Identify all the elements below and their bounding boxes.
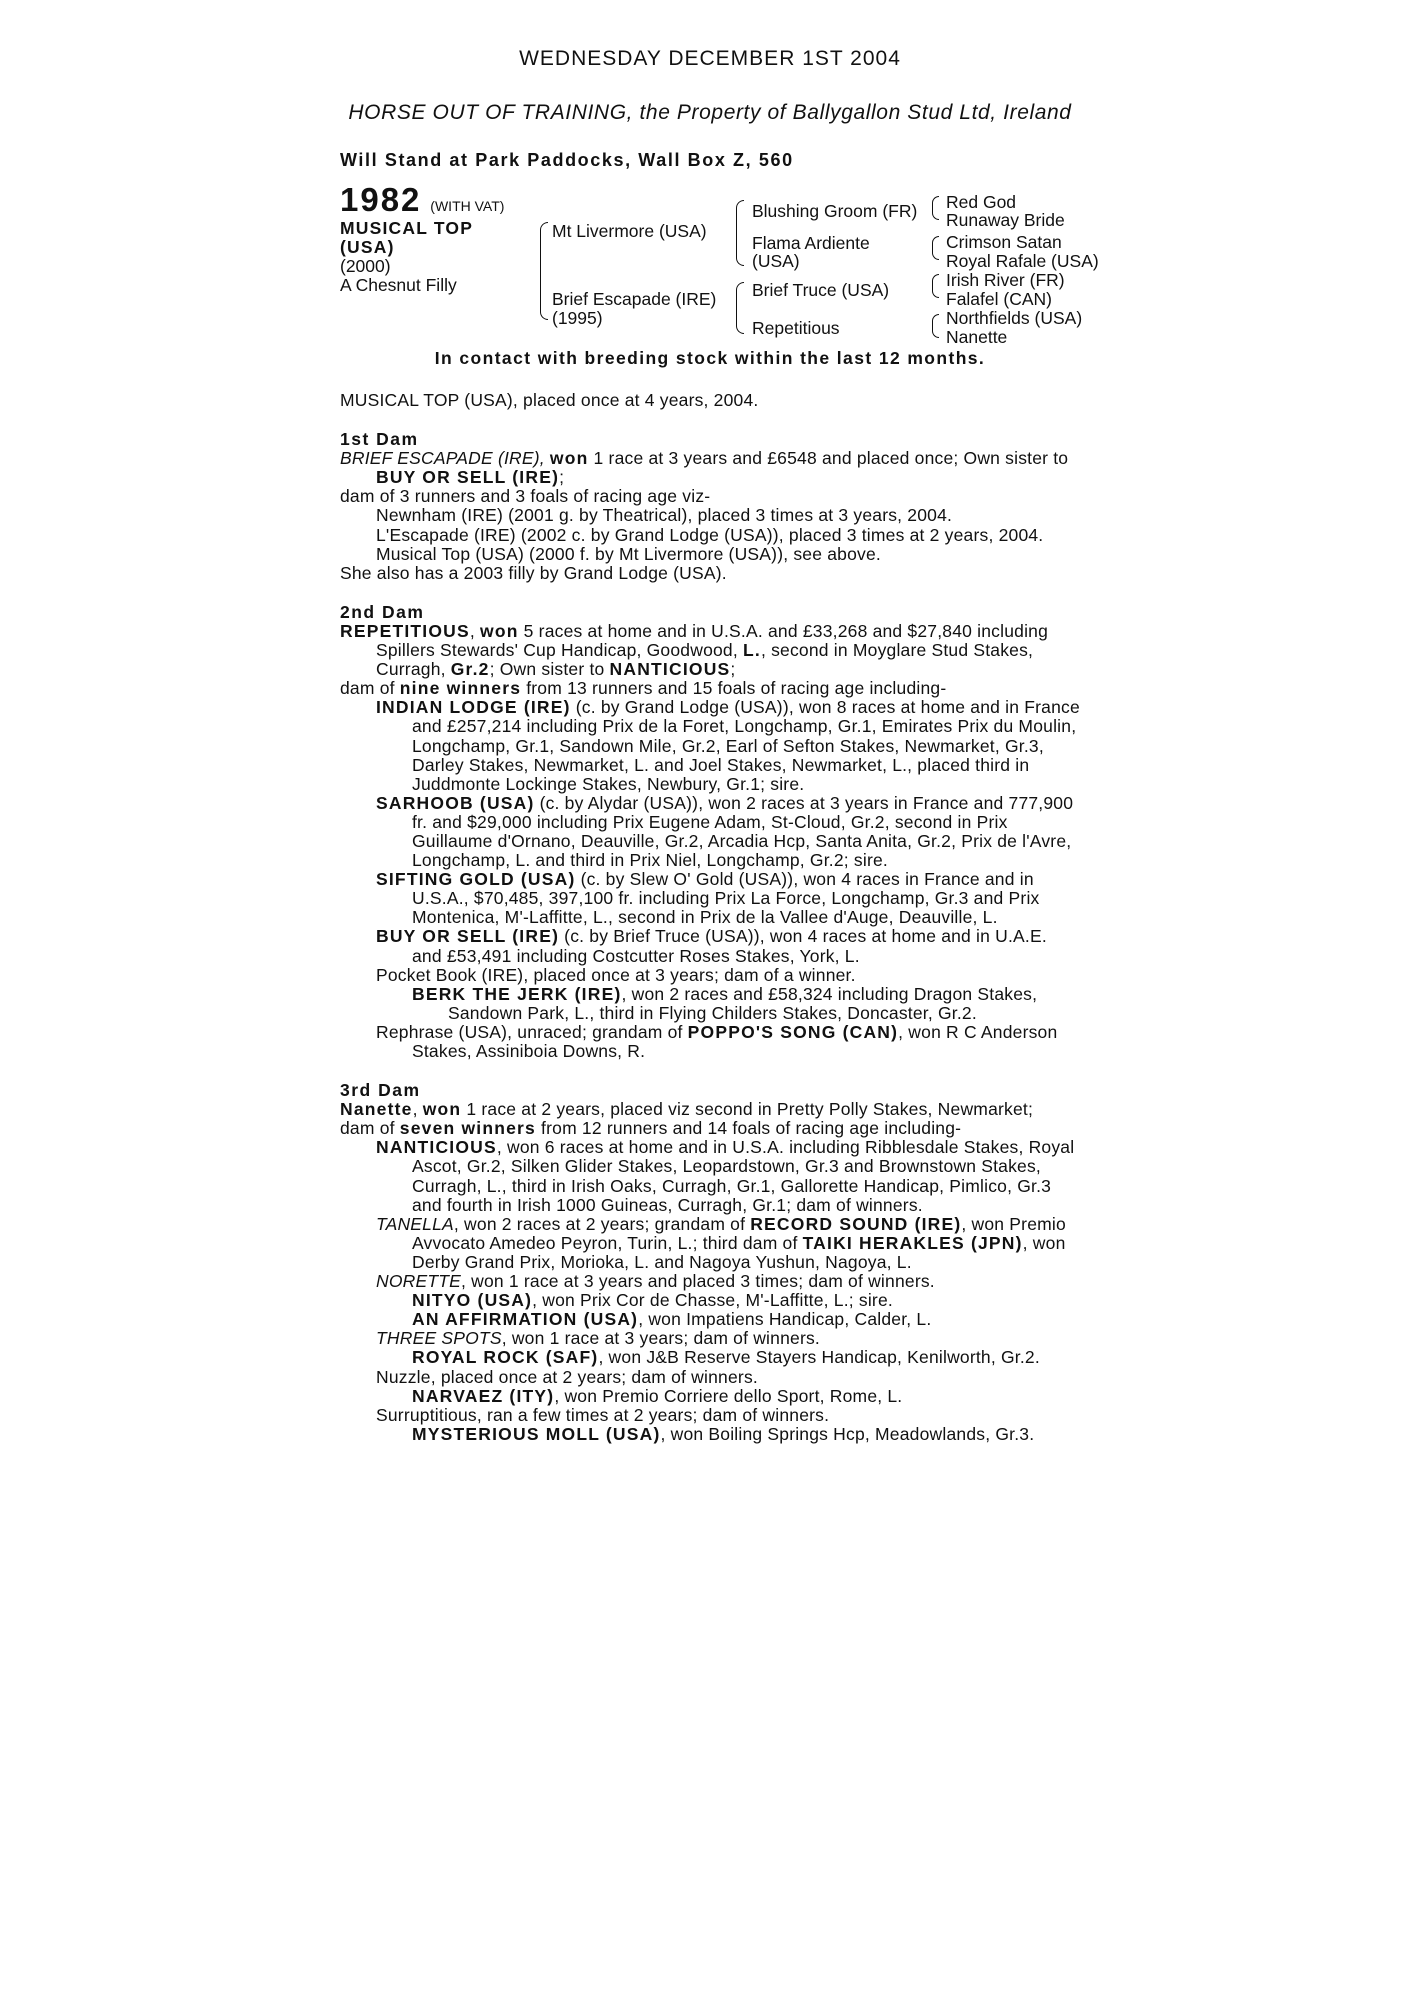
sss: Red God: [946, 192, 1017, 212]
foaling-year: (2000): [340, 256, 391, 276]
horse-name: MUSICAL TOP: [340, 218, 474, 238]
ssd: Runaway Bride: [946, 210, 1065, 230]
produce-entry: SARHOOB (USA) (c. by Alydar (USA)), won 2 races at 3 years in France and 777,900 fr. and $29,000 including Prix Eugene Adam, St-Cloud, Gr.2, second in Prix Guillaume d'Ornano, Deauville, Gr.2, Arcadia Hcp, Santa Anita, Gr.2, Prix de l'Avre, Longchamp, L. and third in Prix Niel, Longchamp, Gr.2; sire.: [376, 792, 1074, 871]
horse-description: A Chesnut Filly: [340, 275, 457, 295]
third-dam-heading: 3rd Dam: [340, 1080, 421, 1101]
produce-entry: NORETTE, won 1 race at 3 years and placed 3 times; dam of winners.: [376, 1271, 935, 1292]
produce-entry: Nuzzle, placed once at 2 years; dam of winners.: [376, 1366, 758, 1387]
first-dam-note: She also has a 2003 filly by Grand Lodge (USA).: [340, 562, 727, 583]
third-dam-record: Nanette, won 1 race at 2 years, placed viz second in Pretty Polly Stakes, Newmarket;: [340, 1099, 1034, 1120]
pedigree-brace: [736, 282, 744, 334]
produce-entry: Rephrase (USA), unraced; grandam of POPPO'S SONG (CAN), won R C Anderson Stakes, Assiniboia Downs, R.: [376, 1021, 1058, 1061]
first-dam-name: BRIEF ESCAPADE (IRE),: [340, 448, 545, 469]
dam-dam: Repetitious: [752, 318, 840, 338]
produce-entry: Surruptitious, ran a few times at 2 years; dam of winners.: [376, 1404, 830, 1425]
stand-location: Will Stand at Park Paddocks, Wall Box Z, 560: [340, 150, 794, 170]
dam-year: (1995): [552, 308, 603, 328]
second-dam-summary: dam of nine winners from 13 runners and 15 foals of racing age including-: [340, 678, 947, 699]
first-dam-summary: dam of 3 runners and 3 foals of racing age viz-: [340, 486, 711, 507]
produce-entry: Musical Top (USA) (2000 f. by Mt Livermore (USA)), see above.: [376, 543, 881, 564]
second-dam-record: REPETITIOUS, won 5 races at home and in U.S.A. and £33,268 and $27,840 including Spillers Stewards' Cup Handicap, Goodwood, L., second in Moyglare Stud Stakes, Curragh, Gr.2; Own sister to NANTICIOUS;: [340, 620, 1049, 680]
dss: Irish River (FR): [946, 270, 1065, 290]
produce-entry: NANTICIOUS, won 6 races at home and in U.S.A. including Ribblesdale Stakes, Royal Ascot, Gr.2, Silken Glider Stakes, Leopardstown, Gr.3 and Brownstown Stakes, Curragh, L., third in Irish Oaks, Curragh, Gr.1, Gallorette Handicap, Pimlico, Gr.3 and fourth in Irish 1000 Guineas, Curragh, Gr.1; dam of winners.: [376, 1137, 1075, 1215]
sds: Crimson Satan: [946, 232, 1062, 252]
grand-produce-entry: AN AFFIRMATION (USA), won Impatiens Handicap, Calder, L.: [412, 1309, 932, 1330]
lot-details: [340, 181, 540, 295]
sale-subtitle: HORSE OUT OF TRAINING, the Property of Ballygallon Stud Ltd, Ireland: [348, 101, 1072, 124]
sale-date: WEDNESDAY DECEMBER 1ST 2004: [519, 47, 901, 70]
sdd: Royal Rafale (USA): [946, 251, 1099, 271]
sire: Mt Livermore (USA): [552, 221, 707, 241]
catalogue-body: [340, 391, 1080, 1444]
produce-entry: THREE SPOTS, won 1 race at 3 years; dam of winners.: [376, 1328, 820, 1349]
ddd: Nanette: [946, 327, 1008, 347]
dam-sire: Brief Truce (USA): [752, 280, 890, 300]
first-dam-record: BRIEF ESCAPADE (IRE), won 1 race at 3 years and £6548 and placed once; Own sister to BUY OR SELL (IRE);: [340, 448, 1069, 488]
pedigree-brace: [932, 314, 939, 338]
grand-produce-entry: MYSTERIOUS MOLL (USA), won Boiling Springs Hcp, Meadowlands, Gr.3.: [412, 1423, 1035, 1444]
contact-notice: In contact with breeding stock within the last 12 months.: [434, 348, 986, 368]
grand-produce-entry: NITYO (USA), won Prix Cor de Chasse, M'-Laffitte, L.; sire.: [412, 1290, 893, 1311]
grand-produce-entry: ROYAL ROCK (SAF), won J&B Reserve Stayers Handicap, Kenilworth, Gr.2.: [412, 1347, 1040, 1368]
grand-produce-entry: BERK THE JERK (IRE), won 2 races and £58,324 including Dragon Stakes, Sandown Park, L., third in Flying Childers Stakes, Doncaster, Gr.2.: [412, 983, 1038, 1023]
produce-entry: L'Escapade (IRE) (2002 c. by Grand Lodge (USA)), placed 3 times at 2 years, 2004.: [376, 524, 1044, 545]
second-dam-heading: 2nd Dam: [340, 601, 425, 622]
dam: Brief Escapade (IRE): [552, 289, 717, 309]
dds: Northfields (USA): [946, 308, 1083, 328]
intro-line: MUSICAL TOP (USA), placed once at 4 years, 2004.: [340, 390, 759, 410]
horse-country: (USA): [340, 237, 395, 257]
pedigree-brace: [932, 196, 939, 220]
produce-entry: Newnham (IRE) (2001 g. by Theatrical), placed 3 times at 3 years, 2004.: [376, 505, 953, 526]
produce-entry: INDIAN LODGE (IRE) (c. by Grand Lodge (USA)), won 8 races at home and in France and £257,214 including Prix de la Foret, Longchamp, Gr.1, Emirates Prix du Moulin, Longchamp, Gr.1, Sandown Mile, Gr.2, Earl of Sefton Stakes, Newmarket, Gr.3, Darley Stakes, Newmarket, L. and Joel Stakes, Newmarket, L., placed third in Juddmonte Lockinge Stakes, Newbury, Gr.1; sire.: [376, 697, 1080, 794]
sire-dam-country: (USA): [752, 251, 800, 271]
third-dam-summary: dam of seven winners from 12 runners and 14 foals of racing age including-: [340, 1118, 962, 1139]
pedigree-brace: [932, 274, 939, 298]
grand-produce-entry: NARVAEZ (ITY), won Premio Corriere dello Sport, Rome, L.: [412, 1385, 903, 1406]
first-dam-heading: 1st Dam: [340, 429, 419, 450]
produce-entry: Pocket Book (IRE), placed once at 3 years; dam of a winner.: [376, 964, 856, 985]
pedigree-brace: [932, 236, 939, 260]
lot-number: 1982: [340, 181, 422, 218]
produce-entry: SIFTING GOLD (USA) (c. by Slew O' Gold (USA)), won 4 races in France and in U.S.A., $70,485, 397,100 fr. including Prix La Force, Longchamp, Gr.3 and Prix Montenica, M'-Laffitte, L., second in Prix de la Vallee d'Auge, Deauville, L.: [376, 869, 1040, 928]
vat-note: (WITH VAT): [430, 198, 505, 214]
pedigree-brace: [736, 200, 744, 266]
sire-dam: Flama Ardiente: [752, 233, 870, 253]
dsd: Falafel (CAN): [946, 289, 1052, 309]
sire-sire: Blushing Groom (FR): [752, 201, 918, 221]
pedigree-brace: [540, 222, 548, 320]
produce-entry: BUY OR SELL (IRE) (c. by Brief Truce (USA)), won 4 races at home and in U.A.E. and £53,491 including Costcutter Roses Stakes, York, L.: [376, 926, 1047, 966]
produce-entry: TANELLA, won 2 races at 2 years; grandam of RECORD SOUND (IRE), won Premio Avvocato Amedeo Peyron, Turin, L.; third dam of TAIKI HERAKLES (JPN), won Derby Grand Prix, Morioka, L. and Nagoya Yushun, Nagoya, L.: [376, 1213, 1066, 1272]
